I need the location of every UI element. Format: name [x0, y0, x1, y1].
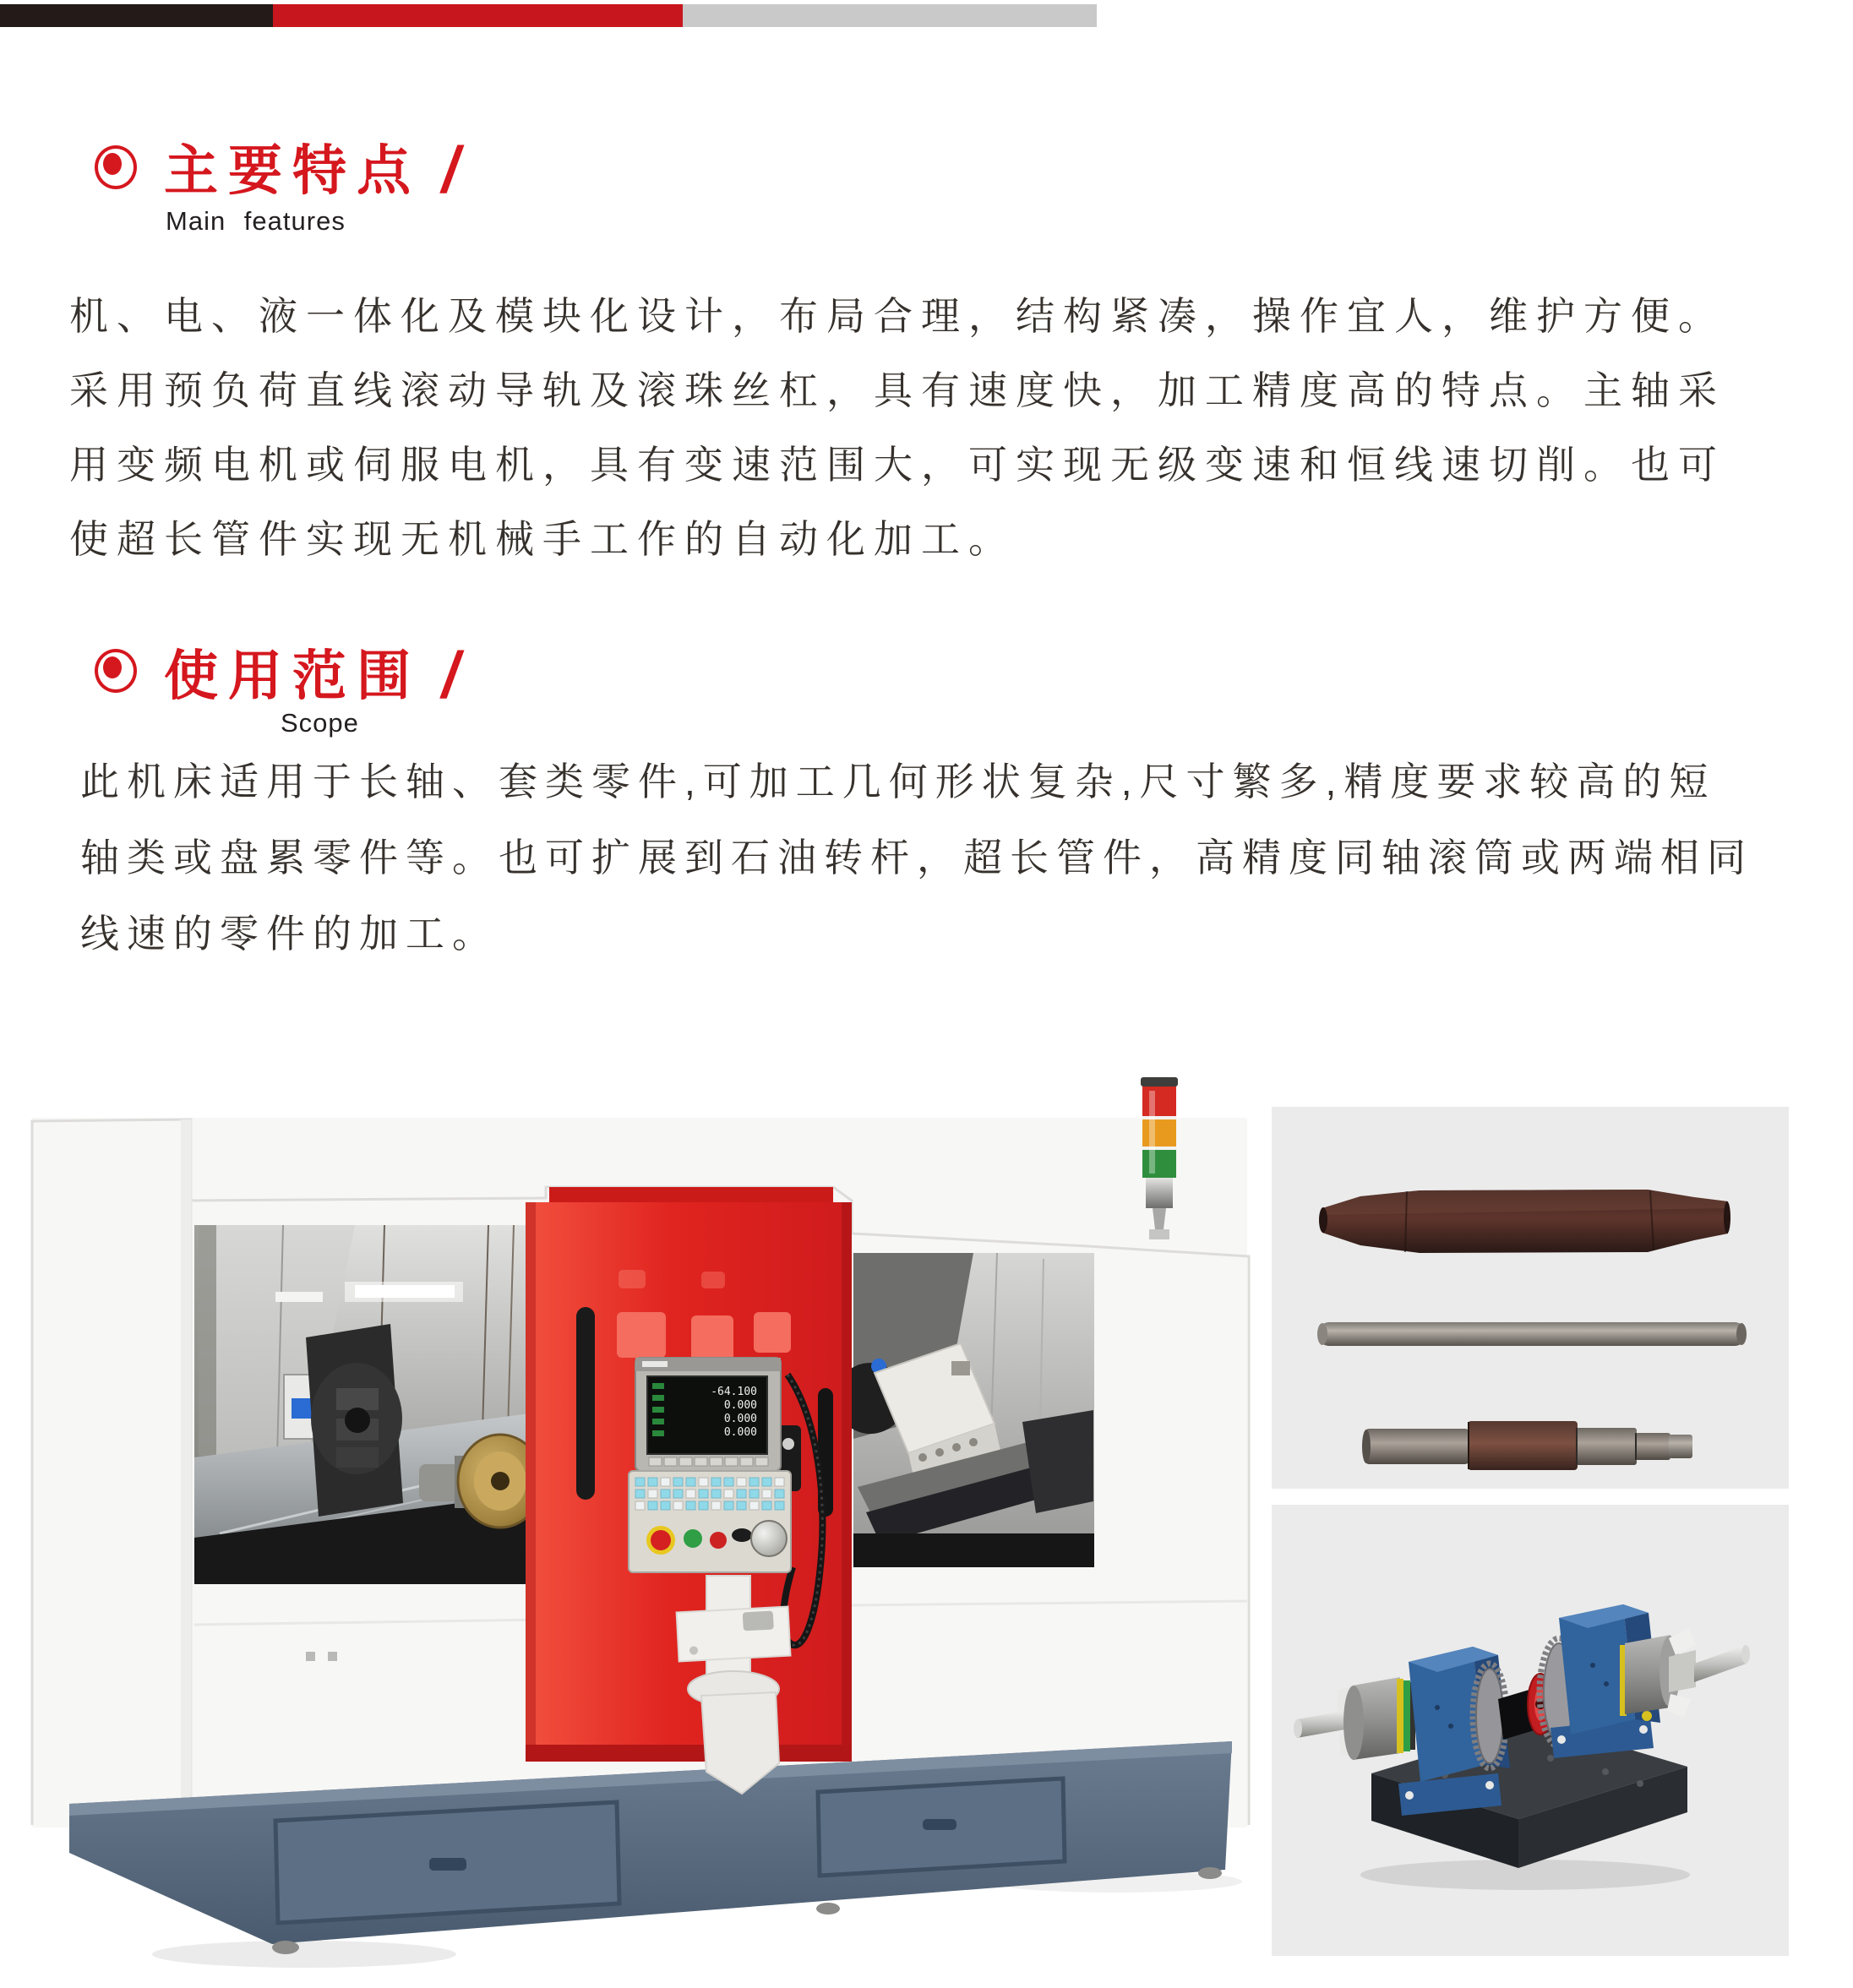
section-title-main-features — [164, 133, 465, 207]
estop-button — [651, 1530, 671, 1550]
bullet-dot-icon — [103, 153, 122, 175]
plain-rod-shaft — [1317, 1322, 1747, 1346]
bullet-dot-icon — [103, 656, 122, 678]
paragraph-line: 用变频电机或伺服电机，具有变速范围大，可实现无级变速和恒线速切削。也可 — [69, 443, 1725, 487]
screen-coordinate-readout: 0.000 — [723, 1426, 757, 1439]
section-title-cn: 主要特点 — [164, 140, 421, 201]
assembly-render-image — [1272, 1505, 1789, 1956]
topbar-black-segment — [0, 4, 273, 27]
paragraph-line: 轴类或盘累零件等。也可扩展到石油转杆，超长管件，高精度同轴滚筒或两端相同 — [80, 836, 1753, 880]
scope-paragraph — [80, 743, 1753, 972]
screen-coordinate-readout: 0.000 — [723, 1413, 757, 1425]
shaft-samples-illustration — [1272, 1107, 1789, 1489]
shaft-samples-photo — [1272, 1107, 1789, 1489]
section-title-cn: 使用范围 — [164, 645, 421, 706]
screen-coordinate-readout: 0.000 — [723, 1399, 757, 1412]
section-bullet-icon — [95, 649, 137, 693]
paragraph-line: 使超长管件实现无机械手工作的自动化加工。 — [69, 517, 1016, 561]
section-subtitle-en: Main features — [166, 206, 346, 236]
paragraph-line: 机、电、液一体化及模块化设计，布局合理，结构紧凑，操作宜人，维护方便。 — [69, 294, 1725, 338]
selector-switch — [732, 1528, 752, 1542]
topbar-red-segment — [273, 4, 683, 27]
door-handle-left — [576, 1307, 595, 1500]
jog-dial — [751, 1521, 787, 1556]
section-subtitle-en: Scope — [281, 708, 359, 738]
main-features-paragraph — [69, 279, 1725, 576]
section-bullet-icon — [95, 145, 137, 189]
machine-right-interior — [835, 1253, 1094, 1567]
tapered-shaft — [1319, 1190, 1730, 1253]
machine-left-interior — [194, 1225, 562, 1584]
slash-decoration: / — [439, 638, 465, 712]
paragraph-line: 采用预负荷直线滚动导轨及滚珠丝杠，具有速度快，加工精度高的特点。主轴采 — [69, 368, 1725, 412]
start-button — [684, 1529, 702, 1548]
assembly-illustration — [1272, 1505, 1789, 1956]
machine-illustration — [25, 1060, 1251, 1981]
section-title-scope — [164, 638, 465, 712]
topbar-gray-segment — [683, 4, 1097, 27]
stop-button — [710, 1532, 727, 1549]
slash-decoration: / — [439, 133, 465, 207]
paragraph-line: 此机床适用于长轴、套类零件,可加工几何形状复杂,尺寸繁多,精度要求较高的短 — [80, 760, 1716, 803]
machine-photo — [25, 1060, 1251, 1981]
screen-coordinate-readout: -64.100 — [711, 1386, 757, 1398]
paragraph-line: 线速的零件的加工。 — [80, 912, 499, 956]
